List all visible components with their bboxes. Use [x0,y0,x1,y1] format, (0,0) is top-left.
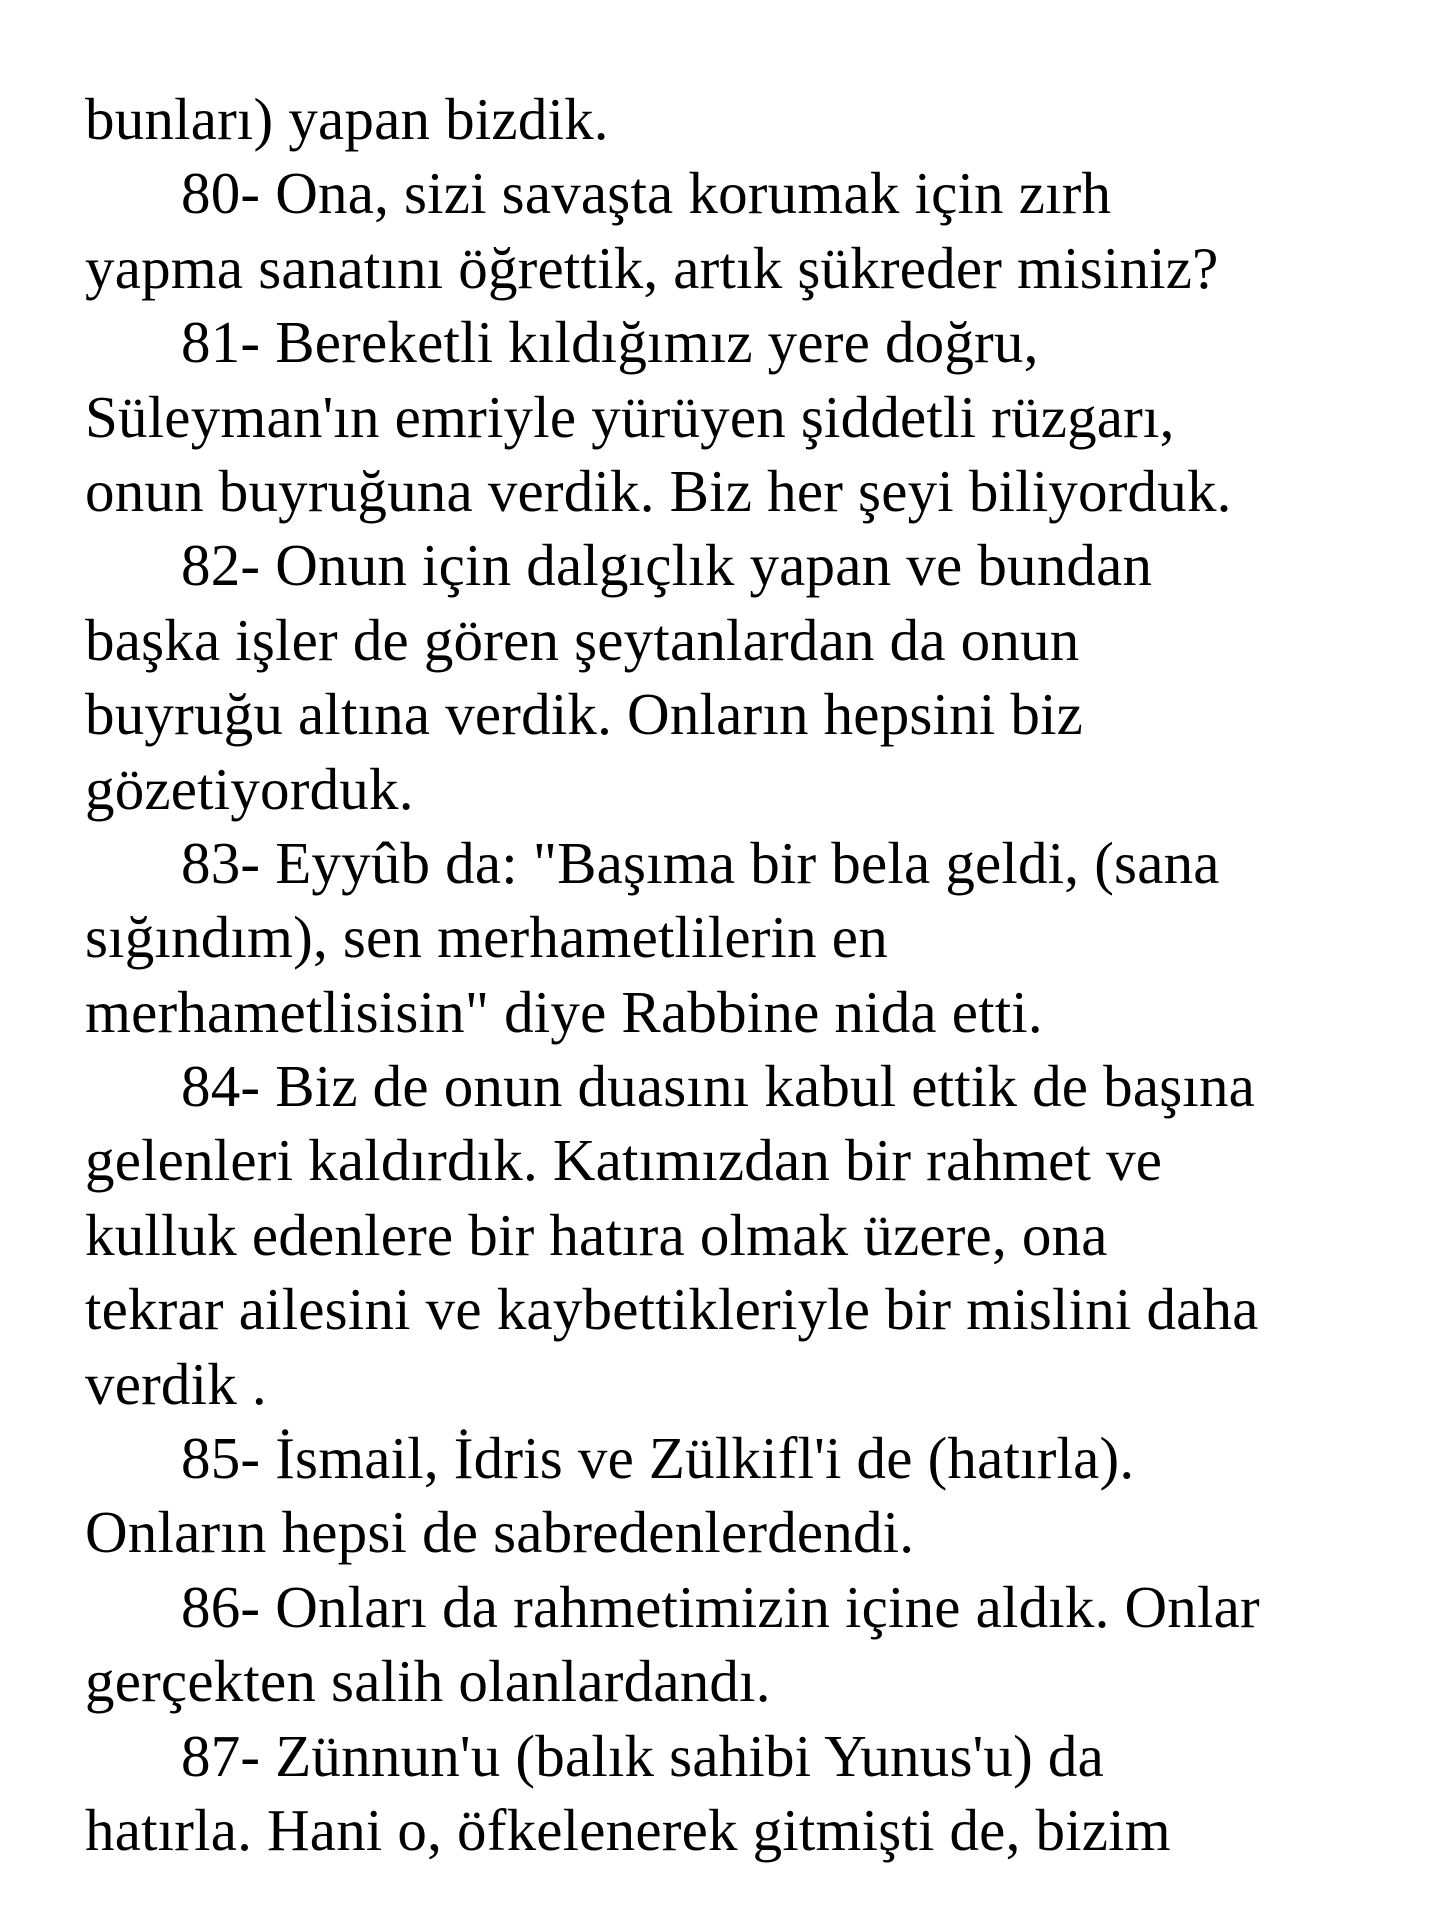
text-line: yapma sanatını öğrettik, artık şükreder misiniz? [85,234,1219,301]
text-line: gerçekten salih olanlardandı. [85,1648,771,1715]
verse-84-start: 84- Biz de onun duasını kabul ettik de başına [181,1053,1256,1120]
verse-86-start: 86- Onları da rahmetimizin içine aldık. Onlar [181,1573,1260,1640]
text-line: merhametlisisin" diye Rabbine nida etti. [85,978,1043,1045]
text-line: gelenleri kaldırdık. Katımızdan bir rahmet ve [85,1127,1163,1194]
text-line: buyruğu altına verdik. Onların hepsini biz [85,681,1084,748]
text-line: Süleyman'ın emriyle yürüyen şiddetli rüzgarı, [85,383,1175,450]
text-line: gözetiyorduk. [85,755,414,822]
text-line: bunları) yapan bizdik. [85,86,609,152]
text-line: kulluk edenlere bir hatıra olmak üzere, ona [85,1201,1108,1268]
verse-80-start: 80- Ona, sizi savaşta korumak için zırh [181,160,1112,227]
text-line: onun buyruğuna verdik. Biz her şeyi biliyorduk. [85,457,1232,524]
verse-85-start: 85- İsmail, İdris ve Zülkifl'i de (hatırla). [181,1425,1135,1492]
text-line: başka işler de gören şeytanlardan da onun [85,606,1080,673]
verse-87-start: 87- Zünnun'u (balık sahibi Yunus'u) da [181,1722,1105,1789]
text-line: Onların hepsi de sabredenlerdendi. [85,1499,915,1566]
text-line: sığındım), sen merhametlilerin en [85,904,888,971]
text-line: tekrar ailesini ve kaybettikleriyle bir mislini daha [85,1276,1259,1343]
text-line: verdik . [85,1350,267,1417]
verse-83-start: 83- Eyyûb da: "Başıma bir bela geldi, (sana [181,829,1220,896]
text-line: hatırla. Hani o, öfkelenerek gitmişti de, bizim [85,1796,1171,1863]
verse-82-start: 82- Onun için dalgıçlık yapan ve bundan [181,532,1153,599]
verse-81-start: 81- Bereketli kıldığımız yere doğru, [181,309,1039,376]
document-page [85,82,1405,1867]
